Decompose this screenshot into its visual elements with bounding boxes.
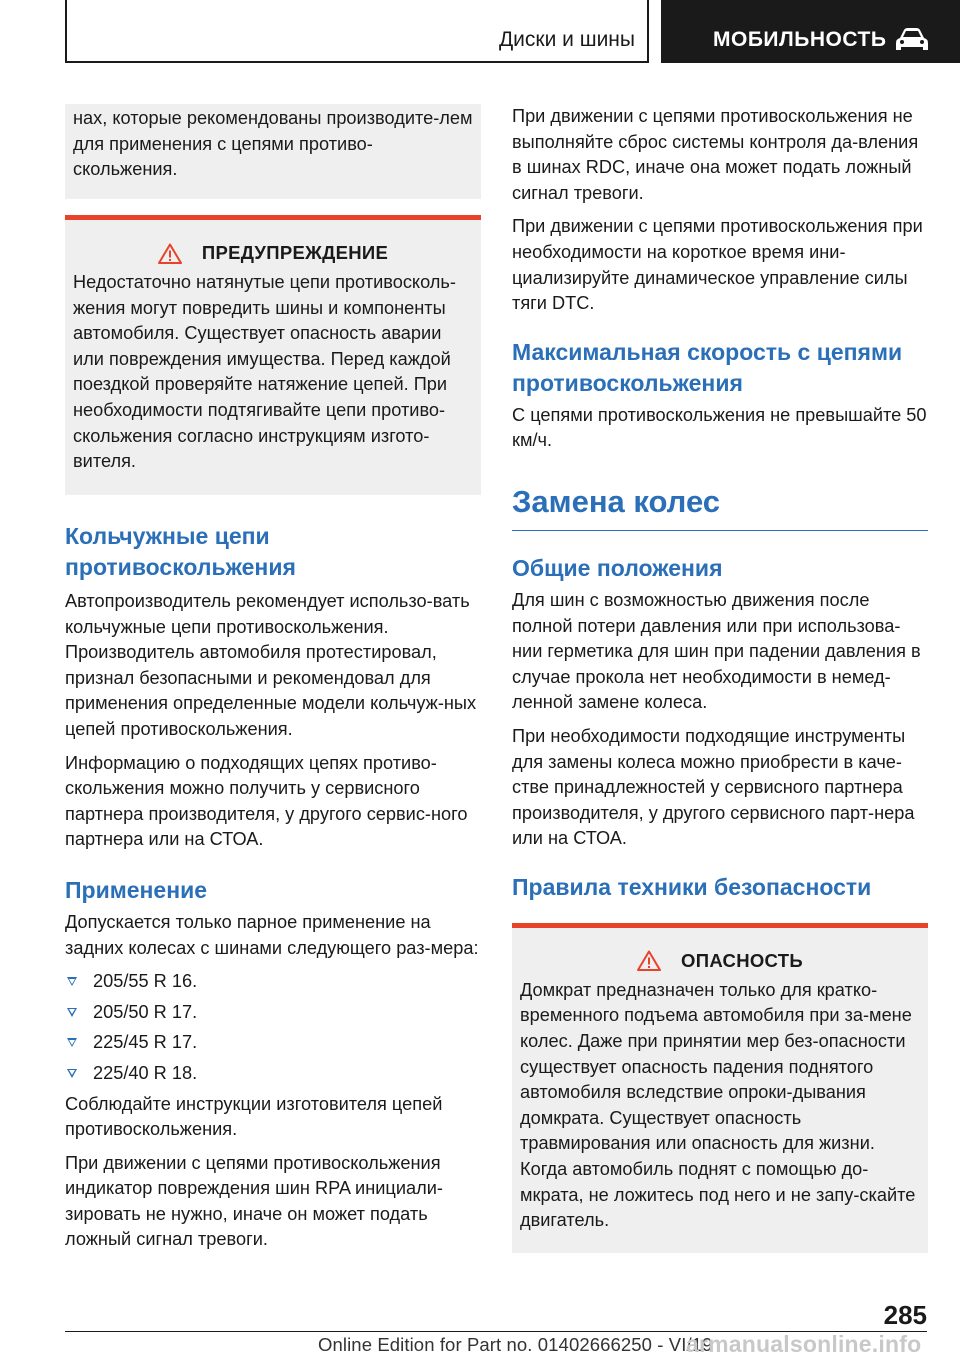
danger-text: Домкрат предназначен только для кратко-временного подъема автомобиля при за-мене колес. Даже при принятии мер без-опасности существует опасность падения поднятого автомобиля вследствие опроки-дывания домкрата. Существует опасность травмирования или опасность для жизни. Когда автомобиль поднят с помощью до-мкрата, не ложитесь под него и не запу-скайте двигатель. [520, 979, 916, 1231]
note-continuation-box [65, 104, 481, 199]
list-item: 205/50 R 17. [65, 1000, 481, 1026]
danger-box [512, 923, 928, 1253]
chapter-heading-wheel-change: Замена колес [512, 483, 721, 519]
danger-title [520, 950, 920, 972]
chain-paragraph-2: Информацию о подходящих цепях противо-скольжения можно получить у сервисного партнера производителя, у другого сервис-ного партнера или на СТОА. [65, 752, 468, 850]
list-item: 225/40 R 18. [65, 1061, 481, 1087]
chain-paragraph-1: Автопроизводитель рекомендует использо-вать кольчужные цепи противоскольжения. Производитель автомобиля протестировал, признал безопасными и рекомендовал для применения определенные модели кольчуж-ных цепей противоскольжения. [65, 591, 477, 739]
warning-text: Недостаточно натянутые цепи противосколь-жения могут повредить шины и компоненты автомобиля. Существует опасность аварии или повреждения имущества. Перед каждой поездкой проверяйте натяжение цепей. При необходимости подтягивайте цепи противо-скольжения согласно инструкциям изгото-вителя. [73, 272, 456, 472]
bullet-triangle-icon [67, 1038, 77, 1047]
dtc-paragraph: При движении с цепями противоскольжения при необходимости на короткое время ини-циализируйте динамическое управление силы тяги DTC. [512, 216, 923, 314]
bullet-triangle-icon [67, 977, 77, 986]
header-section-box [65, 0, 649, 63]
danger-title-text: ОПАСНОСТЬ [681, 949, 803, 971]
heading-max-speed: Максимальная скорость с цепями противоскольжения [512, 338, 903, 396]
heading-chain-type: Кольчужные цепи противоскольжения [65, 523, 296, 580]
car-icon [893, 26, 931, 54]
left-column [65, 104, 481, 1261]
list-item: 225/45 R 17. [65, 1030, 481, 1056]
usage-paragraph-1: Допускается только парное применение на задних колесах с шинами следующего раз-мера: [65, 911, 479, 958]
usage-paragraph-2: Соблюдайте инструкции изготовителя цепей противоскольжения. [65, 1093, 443, 1140]
heading-general: Общие положения [512, 554, 723, 581]
warning-triangle-icon [158, 243, 182, 264]
max-speed-paragraph: С цепями противоскольжения не превышайте 50 км/ч. [512, 404, 927, 451]
general-paragraph-2: При необходимости подходящие инструменты для замены колеса можно приобрести в каче-стве принадлежностей у сервисного партнера производителя, у другого сервисного парт-нера или на СТОА. [512, 725, 915, 849]
general-paragraph-1: Для шин с возможностью движения после полной потери давления или при использова-нии герметика для шин при падении давления в случае прокола нет необходимости в немед-ленной замене колеса. [512, 589, 921, 713]
bullet-triangle-icon [67, 1069, 77, 1078]
note-continuation-text: нах, которые рекомендованы производите-лем для применения с цепями противо-скольжения. [73, 108, 473, 180]
edition-text: Online Edition for Part no. 01402666250 - VI/19 [318, 1334, 713, 1355]
right-column [512, 104, 928, 1253]
header-chapter-box [661, 0, 960, 63]
heading-safety-rules: Правила техники безопасности [512, 873, 872, 900]
section-title: Диски и шины [498, 28, 635, 51]
warning-title-text: ПРЕДУПРЕЖДЕНИЕ [201, 242, 389, 263]
heading-usage: Применение [65, 876, 208, 903]
watermark: armanualsonline.info [686, 1331, 922, 1357]
warning-triangle-icon [637, 950, 661, 971]
warning-box [65, 215, 481, 495]
usage-paragraph-3: При движении с цепями противоскольжения индикатор повреждения шин RPA инициали-зировать не нужно, иначе он может подать ложный сигнал тревоги. [65, 1152, 443, 1250]
page-number: 285 [883, 1300, 927, 1330]
list-item: 205/55 R 16. [65, 969, 481, 995]
chapter-title: МОБИЛЬНОСТЬ [713, 28, 887, 51]
bullet-triangle-icon [67, 1008, 77, 1017]
rdc-paragraph: При движении с цепями противоскольжения не выполняйте сброс системы контроля да-вления в шинах RDC, иначе она может подать ложный сигнал тревоги. [512, 106, 919, 203]
warning-title [73, 242, 473, 264]
tire-size-list [65, 969, 481, 1086]
